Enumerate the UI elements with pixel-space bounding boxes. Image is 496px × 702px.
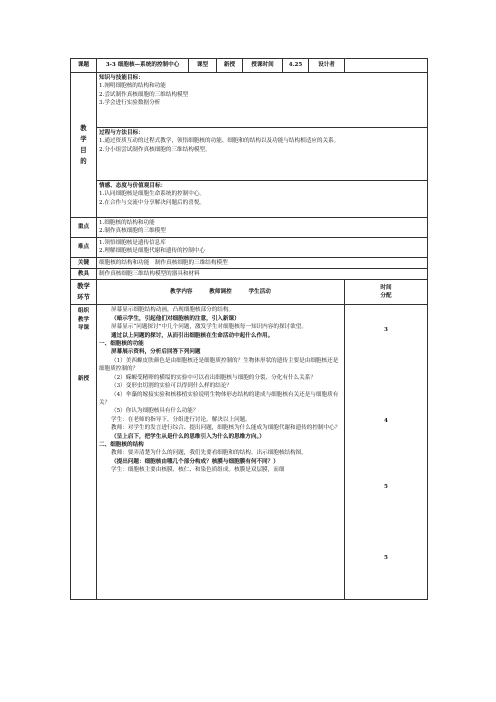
objectives-knowledge-row <box>71 73 428 128</box>
key-points-row <box>71 218 428 238</box>
key-points-label: 重点 <box>71 218 97 238</box>
steps-left-column: 组织 教学 导课 新授 <box>71 305 97 600</box>
tools-text: 制作真核细胞三维结构模型的器具和材料 <box>97 269 428 280</box>
crux-label: 关键 <box>71 257 97 268</box>
process-header-right: 时间 分配 <box>345 280 428 305</box>
process-header-row <box>71 280 428 305</box>
knowledge-objectives: 知识与技能目标： 1.阐明细胞核的结构和功能 2.尝试制作真核细胞的三维结构模型 3.学会进行实验数据分析 <box>97 73 428 128</box>
tools-label: 教具 <box>71 269 97 280</box>
header-designer <box>345 59 428 73</box>
tools-row <box>71 269 428 280</box>
crux-row <box>71 257 428 268</box>
objectives-emotion-row <box>71 181 428 218</box>
objectives-label: 教 学 目 的 <box>71 73 97 218</box>
steps-time-column <box>345 305 428 600</box>
key-points: 1.细胞核的结构和功能 2.制作真核细胞的三维模型 <box>97 218 428 238</box>
header-label-topic: 课题 <box>71 59 97 73</box>
header-row <box>71 59 428 73</box>
difficult-points-row <box>71 237 428 257</box>
header-time: 4.25 <box>283 59 309 73</box>
time-2: 4 <box>384 417 388 424</box>
difficult-points: 1.领悟细胞核是遗传信息库 2.理解细胞核是细胞代谢和遗传的控制中心 <box>97 237 428 257</box>
process-objectives: 过程与方法目标： 1.通过资质互动的过程式教学，领悟细胞核的功能、细胞和的结构以及功能与结构相适应的关系。 2.分小组尝试制作真核细胞的三维结构模型。 <box>97 128 428 181</box>
emotion-objectives: 情感、态度与价值观目标： 1.认同细胞核是细胞生命系统的控制中心。 2.在合作与交流中分享解决问题后的喜悦。 <box>97 181 428 218</box>
steps-content: 屏幕显示细胞结构动画，凸现细胞核部分的结构。 （暗示学生，引起他们对细胞核的注意，引入新课） 屏幕显示“问题探讨”中几个问题，激发学生对细胞核每一知识内容的探讨欲望。 通过以上问题的探讨，从而引出细胞核在生命活动中起什么作用。 一、细胞核的功能 屏幕展示资料，分析后回答下列问题 （1）美西螈皮肤颜色是由细胞核还是细胞质控制的？生物体形状的遗传主要是由细胞核还是细胞质控制的？ （2）蝾螈受精卵的横缢的实验中可以看出细胞核与细胞的分裂、分化有什么关系？ （3）变形虫切割的实验可以得到什么样的结论？ （4）伞藻的嫁接实验和核移植实验说明生物体形态结构的建成与细胞核有关还是与细胞质有关？ （5）你认为细胞核具有什么功能？ 学生：在老师的指导下，分组进行讨论。解决以上问题。 教师：对学生的发言进行综合、提出问题，细胞核为什么能成为细胞代谢和遗传的控制中心？ （呈上启下，把学生从是什么的思维引入为什么的思维方向。） 二、细胞核的结构 教师：要弄清楚为什么的问题，我们先要看细胞和的结构。出示细胞核结构图。 （提出问题：细胞核由哪几个部分构成？核膜与细胞膜有何不同？） 学生：细胞核主要由核膜、核仁、和染色质组成。核膜是双层膜，而细 <box>97 305 345 600</box>
time-4: 5 <box>384 554 388 561</box>
header-type: 新授 <box>217 59 243 73</box>
lesson-plan <box>70 58 427 600</box>
teaching-steps-row <box>71 305 428 600</box>
objectives-process-row <box>71 128 428 181</box>
header-label-time: 授课时间 <box>243 59 283 73</box>
lesson-table <box>70 58 428 600</box>
crux-text: 细胞核的结构和功能 制作真核细胞的三维结构模型 <box>97 257 428 268</box>
header-label-type: 课型 <box>189 59 217 73</box>
process-header-middle: 教学内容 教师调控 学生活动 <box>97 280 345 305</box>
header-topic: 3-3 细胞核—系统的控制中心 <box>97 59 189 73</box>
process-header-left: 教学 环节 <box>71 280 97 305</box>
time-3: 5 <box>384 484 388 491</box>
header-label-designer: 设计者 <box>309 59 345 73</box>
time-1: 3 <box>384 327 388 334</box>
difficult-points-label: 难点 <box>71 237 97 257</box>
